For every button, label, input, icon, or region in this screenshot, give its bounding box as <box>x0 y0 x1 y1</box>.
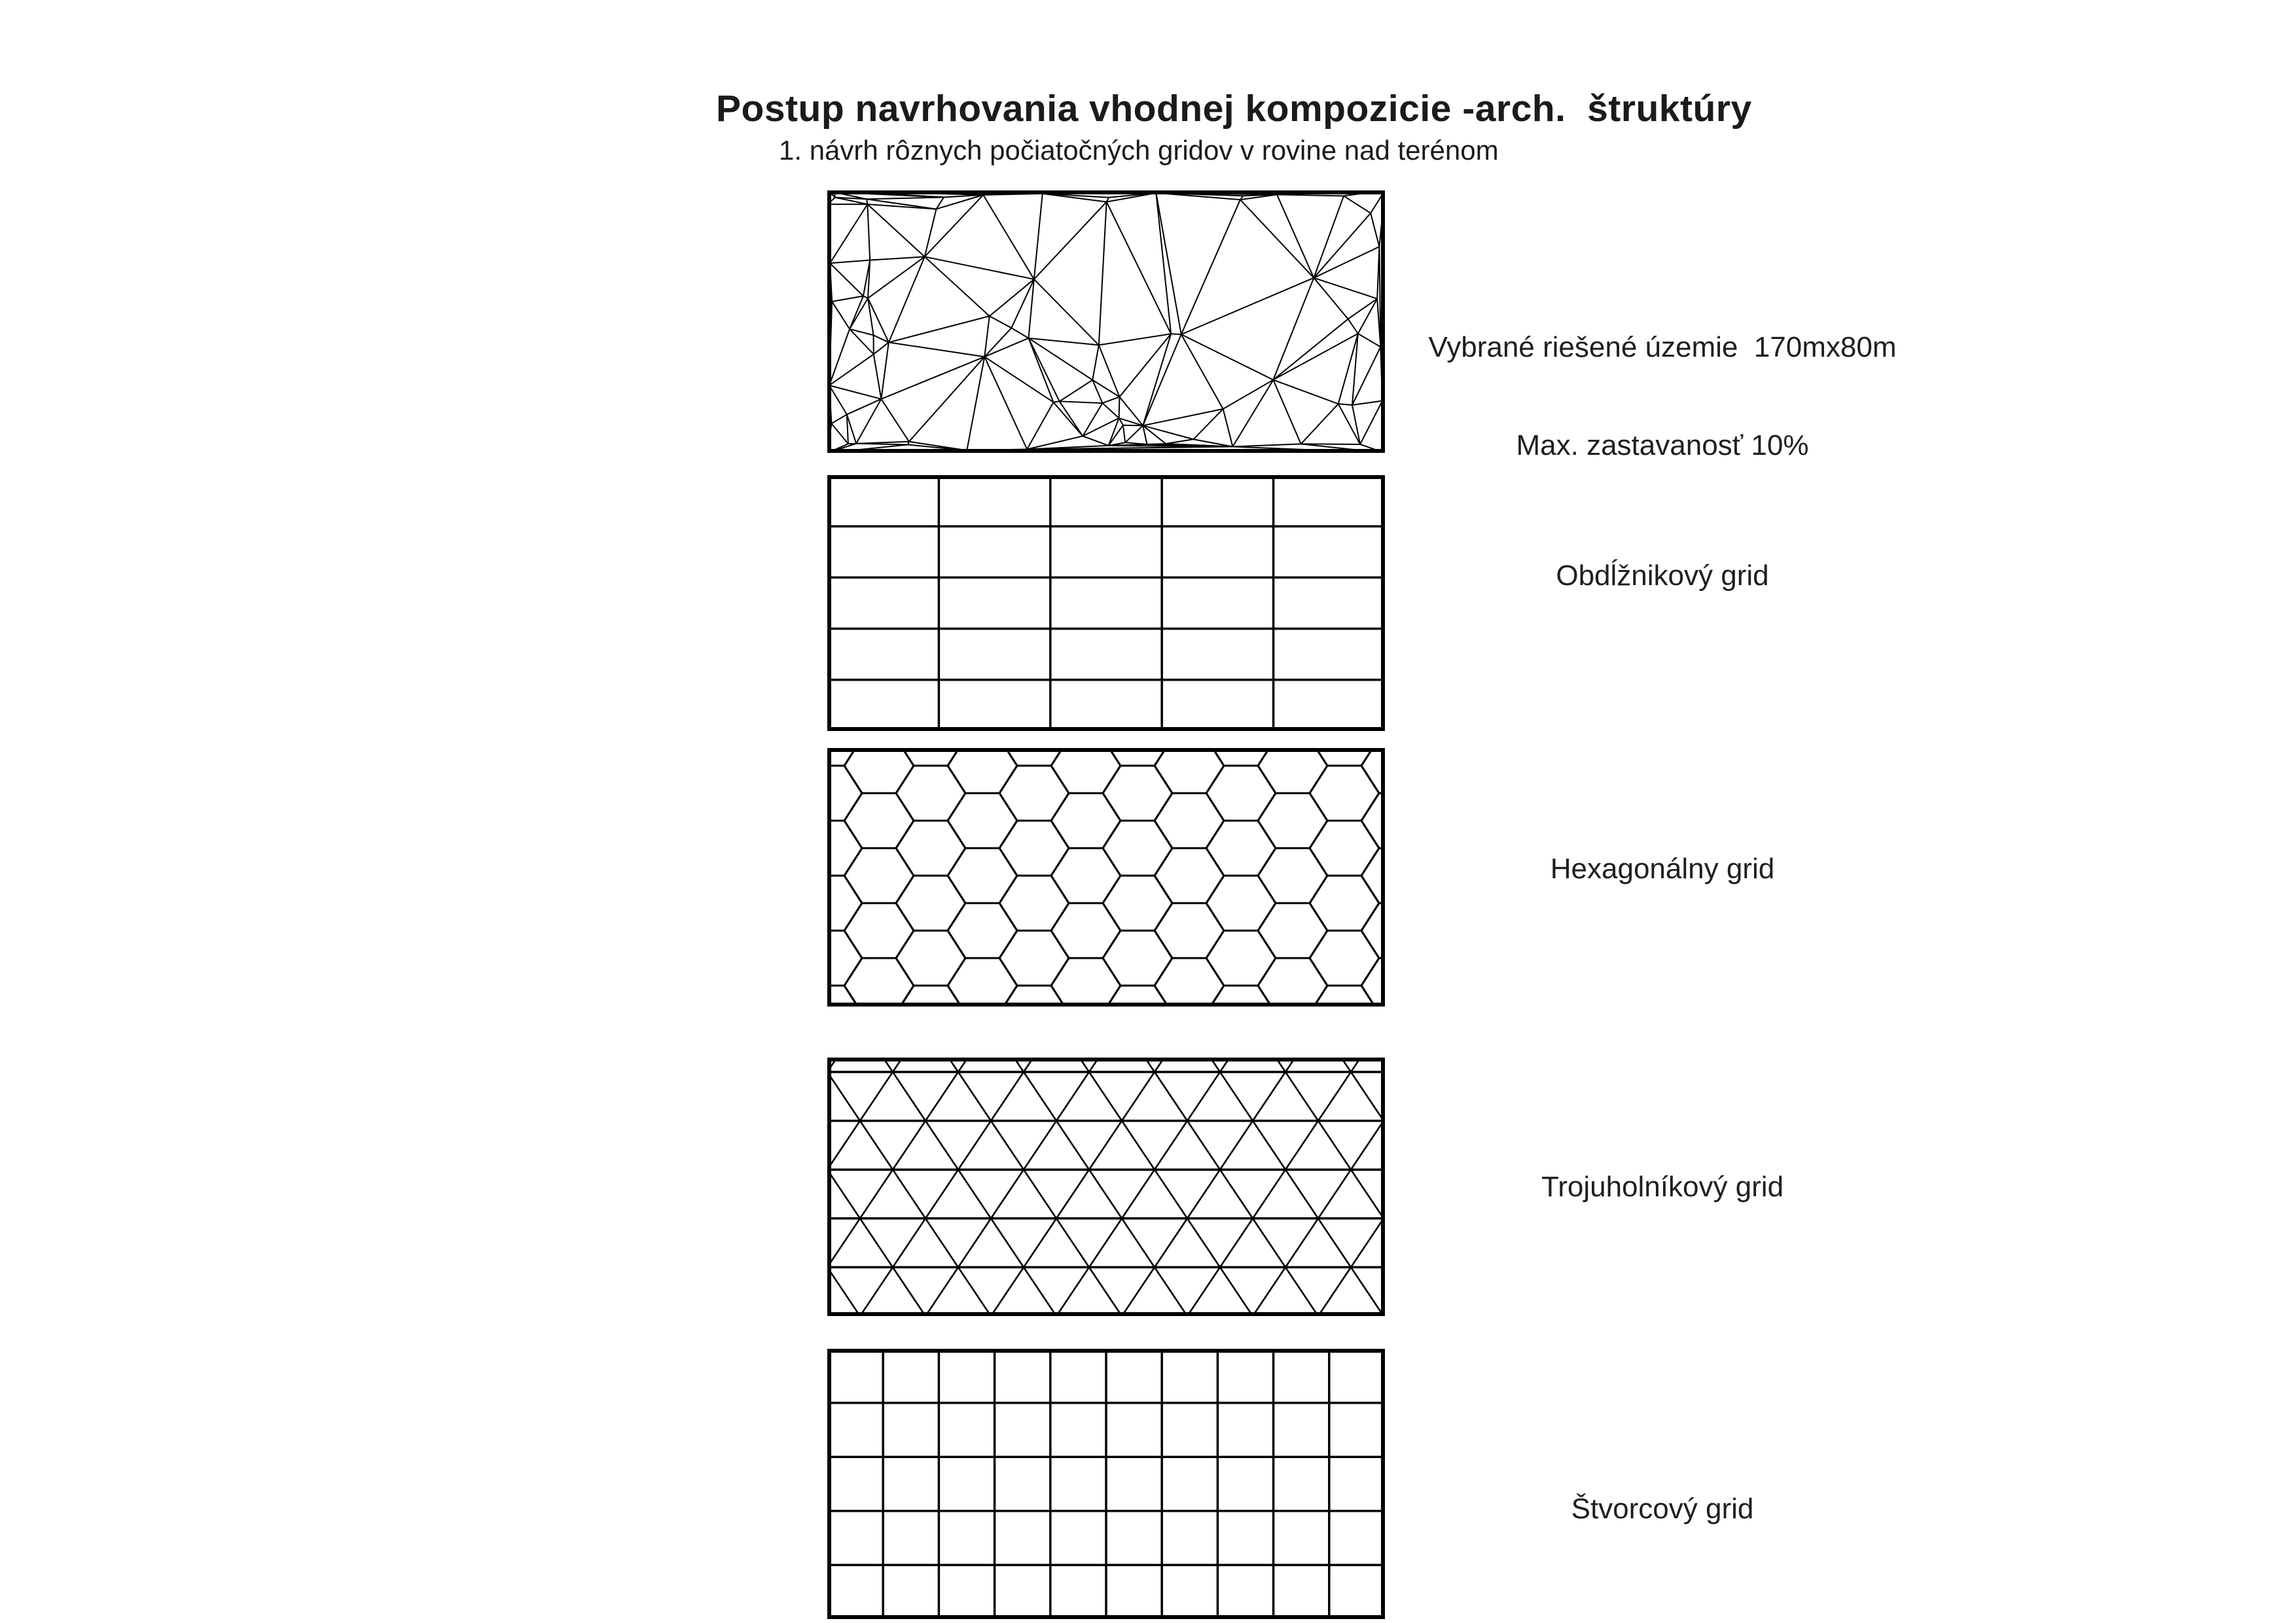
caption-rectangular-grid: Obdĺžnikový grid <box>1556 560 1769 592</box>
caption-selected-area <box>1401 266 1924 527</box>
page-title: Postup navrhovania vhodnej kompozicie -arch. štruktúry <box>716 88 1752 130</box>
hexagonal-grid-figure <box>827 748 1385 1007</box>
figure-triangular-grid <box>827 1058 1385 1316</box>
caption-square-grid: Štvorcový grid <box>1571 1493 1754 1525</box>
figure-hexagonal-grid <box>827 748 1385 1007</box>
triangular-grid-figure <box>827 1058 1385 1316</box>
figure-selected-area-mesh <box>827 190 1385 453</box>
page-subtitle: 1. návrh rôznych počiatočných gridov v rovine nad terénom <box>779 135 1499 166</box>
triangulated-mesh-figure <box>827 190 1385 453</box>
figure-square-grid <box>827 1349 1385 1619</box>
caption-triangular-grid: Trojuholníkový grid <box>1541 1171 1784 1203</box>
figure-rectangular-grid <box>827 475 1385 731</box>
caption-hexagonal-grid: Hexagonálny grid <box>1550 853 1775 885</box>
square-grid-figure <box>827 1349 1385 1619</box>
caption-line-area-size: Vybrané riešené územie 170mx80m <box>1428 331 1897 363</box>
caption-line-max-coverage: Max. zastavanosť 10% <box>1516 429 1809 461</box>
rectangular-grid-figure <box>827 475 1385 731</box>
